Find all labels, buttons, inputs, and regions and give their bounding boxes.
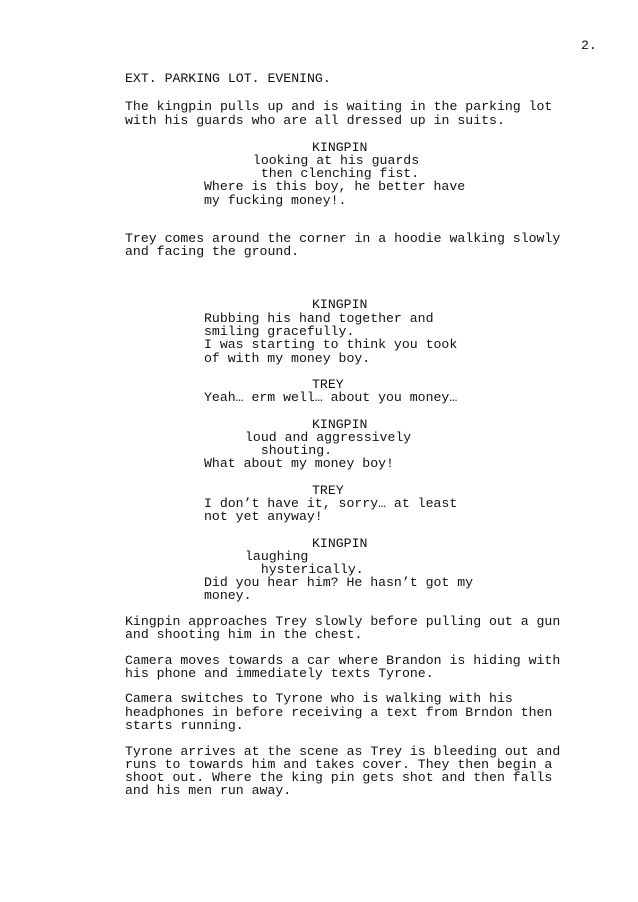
parenthetical-line: then clenching fist. [245, 166, 420, 181]
dialogue-line: I don’t have it, sorry… at least [204, 496, 458, 511]
dialogue-line: my fucking money!. [204, 193, 347, 208]
dialogue-line: not yet anyway! [204, 509, 323, 524]
scene-heading: EXT. PARKING LOT. EVENING. [125, 71, 331, 86]
action-line: his phone and immediately texts Tyrone. [125, 666, 434, 681]
action-line: and facing the ground. [125, 244, 300, 259]
parenthetical-line: hysterically. [245, 562, 364, 577]
dialogue-line: I was starting to think you took [204, 337, 458, 352]
dialogue-line: of with my money boy. [204, 351, 371, 366]
dialogue-line: Rubbing his hand together and [204, 311, 434, 326]
action-line: The kingpin pulls up and is waiting in the parking lot [125, 99, 553, 114]
action-line: shoot out. Where the king pin gets shot and then falls [125, 770, 553, 785]
character-name: TREY [312, 377, 344, 392]
action-line: headphones in before receiving a text from Brndon then [125, 705, 553, 720]
character-name: KINGPIN [312, 536, 368, 551]
page-number: 2. [581, 38, 597, 53]
dialogue-line: Did you hear him? He hasn’t got my [204, 575, 474, 590]
dialogue-line: What about my money boy! [204, 456, 394, 471]
action-line: runs to towards him and takes cover. They then begin a [125, 757, 553, 772]
character-name: KINGPIN [312, 417, 368, 432]
character-name: KINGPIN [312, 140, 368, 155]
parenthetical-line: loud and aggressively [245, 430, 412, 445]
character-name: KINGPIN [312, 297, 368, 312]
action-line: Trey comes around the corner in a hoodie walking slowly [125, 231, 561, 246]
action-line: Camera moves towards a car where Brandon is hiding with [125, 653, 561, 668]
action-line: starts running. [125, 718, 244, 733]
action-line: with his guards who are all dressed up in suits. [125, 113, 505, 128]
action-line: and his men run away. [125, 783, 292, 798]
parenthetical-line: laughing [245, 549, 309, 564]
action-line: Kingpin approaches Trey slowly before pulling out a gun [125, 614, 561, 629]
action-line: Tyrone arrives at the scene as Trey is bleeding out and [125, 744, 561, 759]
character-name: TREY [312, 483, 344, 498]
dialogue-line: Yeah… erm well… about you money… [204, 390, 458, 405]
action-line: Camera switches to Tyrone who is walking with his [125, 691, 513, 706]
parenthetical-line: looking at his guards [245, 153, 420, 168]
parenthetical-line: shouting. [245, 443, 333, 458]
dialogue-line: smiling gracefully. [204, 324, 355, 339]
dialogue-line: Where is this boy, he better have [204, 179, 466, 194]
action-line: and shooting him in the chest. [125, 627, 363, 642]
dialogue-line: money. [204, 588, 252, 603]
